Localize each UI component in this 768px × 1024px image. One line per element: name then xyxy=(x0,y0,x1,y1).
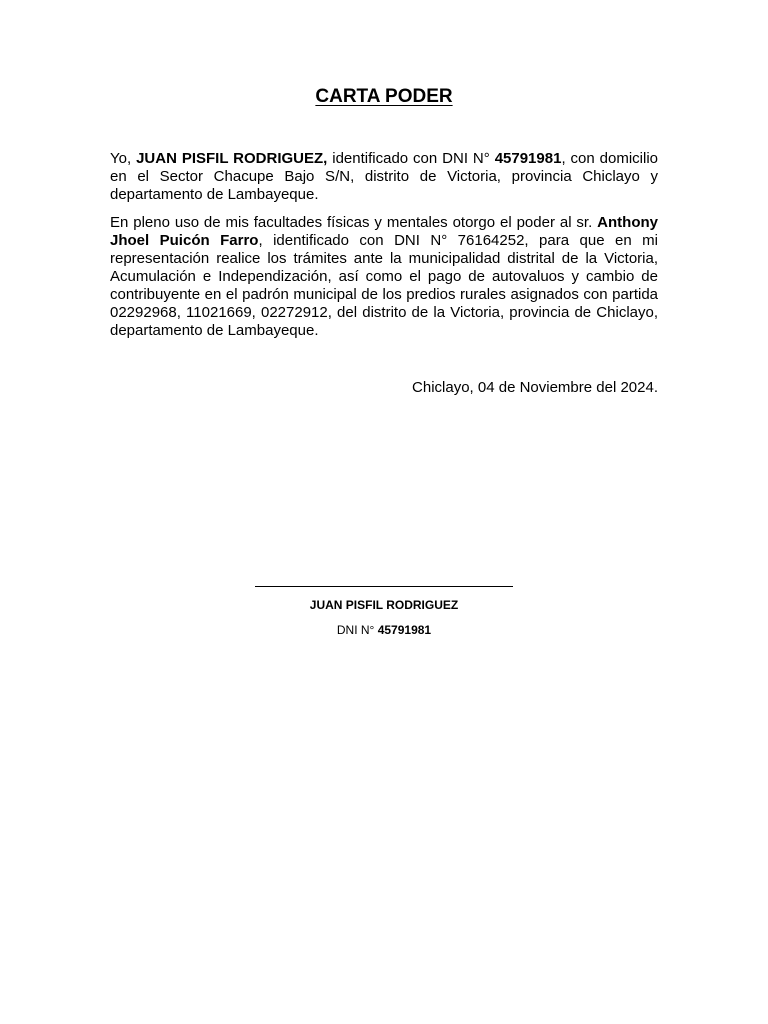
p1-text-1: Yo, xyxy=(110,150,137,167)
signature-dni-value: 45791981 xyxy=(377,623,432,637)
grantor-dni: 45791981 xyxy=(494,150,562,167)
p1-text-3: , con domicilio en el Sector Chacupe Bajo S/N, distrito de Victoria, provincia Chiclayo y departamento de Lambayeque. xyxy=(110,150,658,203)
p2-text-1: En pleno uso de mis facultades físicas y mentales otorgo el poder al sr. xyxy=(110,214,598,231)
paragraph-grantor xyxy=(110,150,658,204)
signature-dni xyxy=(0,623,768,637)
paragraph-power xyxy=(110,214,658,340)
signature-line xyxy=(255,586,513,587)
agent-name: Anthony Jhoel Puicón Farro xyxy=(110,214,658,249)
document-body xyxy=(110,150,658,350)
document-title: CARTA PODER xyxy=(315,86,453,107)
signature-dni-label: DNI N° xyxy=(336,623,378,637)
p1-text-2: identificado con DNI N° xyxy=(327,150,495,167)
document-date: Chiclayo, 04 de Noviembre del 2024. xyxy=(412,379,658,396)
signature-name: JUAN PISFIL RODRIGUEZ xyxy=(309,598,459,612)
grantor-name: JUAN PISFIL RODRIGUEZ, xyxy=(136,150,328,167)
p2-text-2: , identificado con DNI N° 76164252, para que en mi representación realice los trámites ante la municipalidad distrital de la Victoria, Acumulación e Independización, así como el pago de autovaluos y cambio de contribuyente en el padrón municipal de los predios rurales asignados con partida 02292968, 11021669, 02272912, del distrito de la Victoria, provincia de Chiclayo, departamento de Lambayeque. xyxy=(110,232,658,339)
